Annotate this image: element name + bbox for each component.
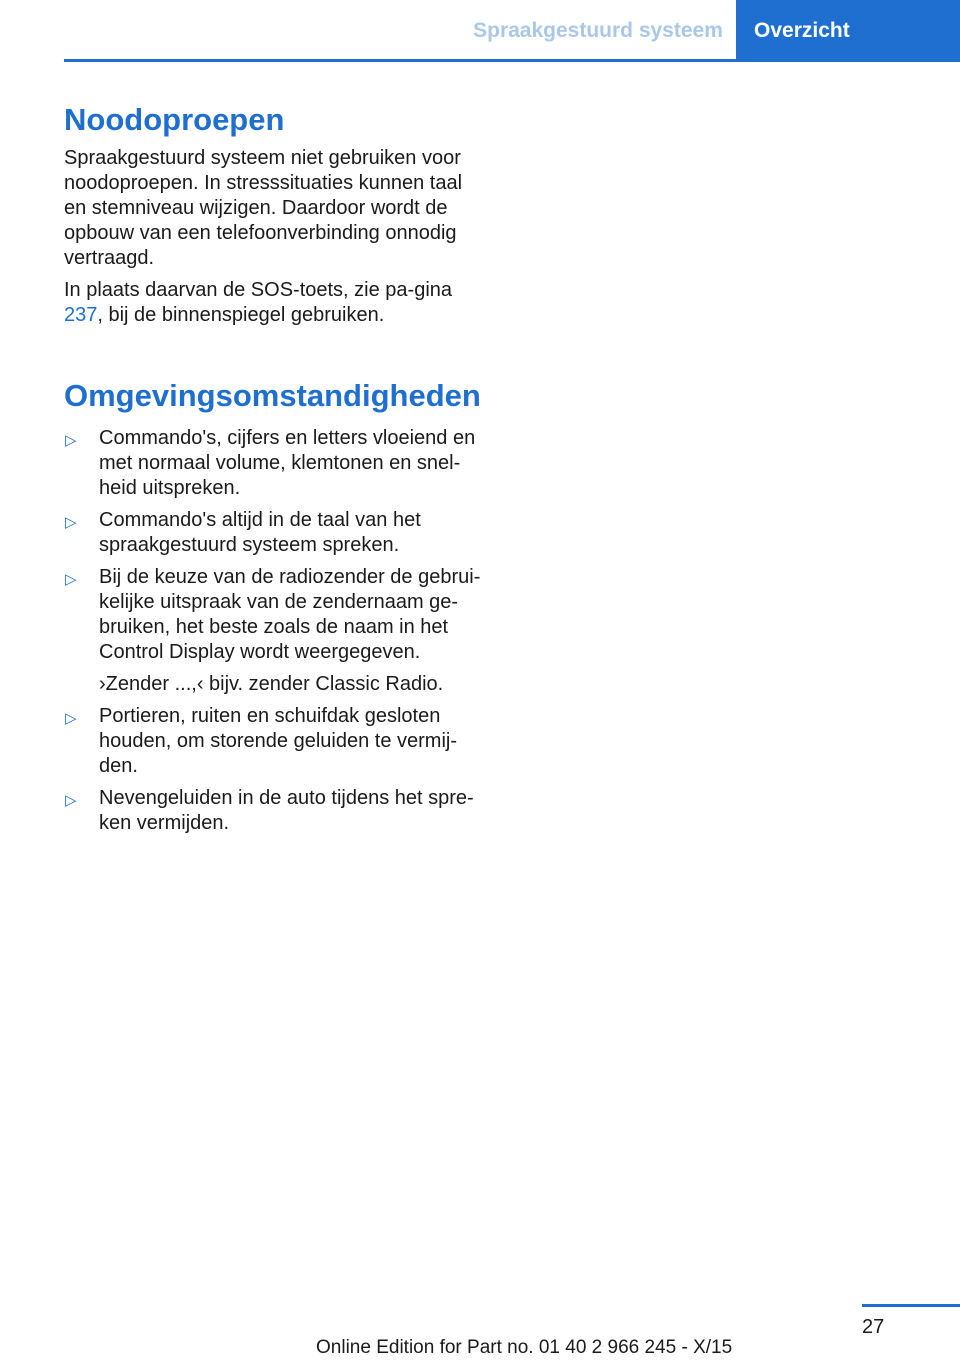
header-section-title[interactable]: Spraakgestuurd systeem	[473, 19, 723, 42]
header-divider	[64, 59, 736, 62]
sos-text-before: In plaats daarvan de SOS-toets, zie pa-gina	[64, 279, 453, 301]
list-item	[64, 508, 484, 558]
list-item	[64, 704, 484, 779]
list-item-text: Nevengeluiden in de auto tijdens het spre-ken vermijden.	[99, 787, 474, 834]
section-omgevingsomstandigheden	[64, 374, 484, 836]
list-item-text: Portieren, ruiten en schuifdak gesloten houden, om storende geluiden te vermij-den.	[99, 705, 457, 777]
bullet-list	[64, 426, 484, 836]
list-item-text: Commando's, cijfers en letters vloeiend en met normaal volume, klemtonen en snel-heid uitspreken.	[99, 427, 476, 499]
triangle-bullet-icon: ▷	[65, 571, 77, 588]
triangle-bullet-icon: ▷	[65, 792, 77, 809]
list-item	[64, 565, 484, 697]
list-item	[64, 426, 484, 501]
list-item-example: ›Zender ...,‹ bijv. zender Classic Radio.	[99, 673, 444, 695]
list-item-text: Commando's altijd in de taal van het spraakgestuurd systeem spreken.	[99, 509, 421, 556]
paragraph-noodoproepen: Spraakgestuurd systeem niet gebruiken voor noodoproepen. In stresssituaties kunnen taal en stemniveau wijzigen. Daardoor wordt de opbouw van een telefoonverbinding onnodig vertraagd.	[64, 147, 463, 269]
sos-text-after: , bij de binnenspiegel gebruiken.	[97, 304, 385, 326]
header-tab-overzicht[interactable]: Overzicht	[736, 0, 960, 62]
page-header	[0, 0, 960, 62]
heading-noodoproepen: Noodoproepen	[64, 102, 285, 137]
section-noodoproepen	[64, 98, 484, 328]
triangle-bullet-icon: ▷	[65, 710, 77, 727]
page-link-237[interactable]: 237	[64, 304, 98, 326]
list-item	[64, 786, 484, 836]
triangle-bullet-icon: ▷	[65, 432, 77, 449]
edition-footer: Online Edition for Part no. 01 40 2 966 245 - X/15	[316, 1337, 733, 1358]
footer-divider	[862, 1304, 960, 1307]
paragraph-sos-toets	[64, 278, 484, 328]
page-number: 27	[862, 1316, 885, 1338]
page-content	[64, 98, 484, 843]
list-item-text: Bij de keuze van de radiozender de gebrui-kelijke uitspraak van de zendernaam ge-bruiken, het beste zoals de naam in het Control Display wordt weergegeven.	[99, 566, 481, 663]
triangle-bullet-icon: ▷	[65, 514, 77, 531]
heading-omgevingsomstandigheden: Omgevingsomstandigheden	[64, 378, 481, 413]
